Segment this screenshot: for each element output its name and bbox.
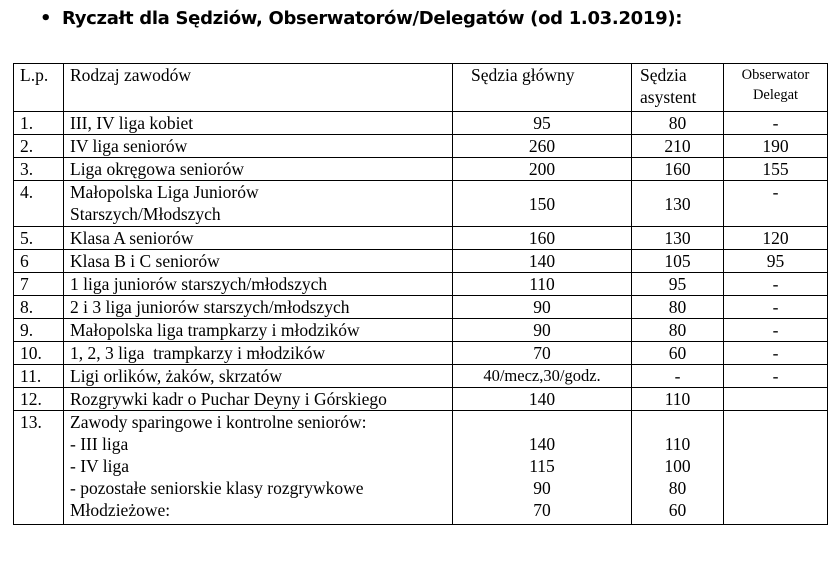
- cell-type: 2 i 3 liga juniorów starszych/młodszych: [64, 296, 453, 319]
- cell-type: III, IV liga kobiet: [64, 112, 453, 135]
- cell-main: 110: [453, 273, 632, 296]
- cell-lp: 3.: [14, 158, 64, 181]
- cell-lp: 1.: [14, 112, 64, 135]
- header-assistant-line-2: asystent: [640, 87, 697, 107]
- cell-lp: 10.: [14, 342, 64, 365]
- cell-main: 90: [453, 296, 632, 319]
- cell-type: Klasa A seniorów: [64, 227, 453, 250]
- cell-lp: 4.: [14, 181, 64, 227]
- cell-lp: 12.: [14, 388, 64, 411]
- cell-assistant: -: [632, 365, 724, 388]
- cell-observer: [724, 411, 828, 525]
- header-observer-line-1: Obserwator: [741, 67, 810, 83]
- table-row: [14, 411, 828, 525]
- cell-main: 95: [453, 112, 632, 135]
- cell-assistant: 95: [632, 273, 724, 296]
- cell-type-line: - pozostałe seniorskie klasy rozgrywkowe: [70, 478, 364, 498]
- cell-main: 260: [453, 135, 632, 158]
- cell-assistant: 80: [632, 112, 724, 135]
- cell-observer: -: [724, 181, 828, 227]
- cell-assistant: 80: [632, 296, 724, 319]
- cell-observer: -: [724, 296, 828, 319]
- cell-type: Ligi orlików, żaków, skrzatów: [64, 365, 453, 388]
- table-row: [14, 296, 828, 319]
- cell-assistant: 110: [632, 388, 724, 411]
- cell-assistant: 60: [632, 342, 724, 365]
- cell-main: 150: [453, 181, 632, 227]
- cell-observer: -: [724, 112, 828, 135]
- cell-main-line: 70: [533, 500, 551, 520]
- cell-type: Małopolska liga trampkarzy i młodzików: [64, 319, 453, 342]
- cell-lp: 7: [14, 273, 64, 296]
- cell-type: 1 liga juniorów starszych/młodszych: [64, 273, 453, 296]
- cell-observer: -: [724, 273, 828, 296]
- cell-observer: 190: [724, 135, 828, 158]
- header-assistant-referee: [632, 64, 724, 112]
- cell-observer: -: [724, 342, 828, 365]
- cell-assistant: 210: [632, 135, 724, 158]
- cell-lp: 2.: [14, 135, 64, 158]
- cell-lp: 8.: [14, 296, 64, 319]
- cell-assistant: [632, 411, 724, 525]
- table-row: [14, 181, 828, 227]
- table-header-row: [14, 64, 828, 112]
- table-row: [14, 342, 828, 365]
- cell-type: Rozgrywki kadr o Puchar Deyny i Górskiego: [64, 388, 453, 411]
- table-row: [14, 365, 828, 388]
- cell-type-line: - IV liga: [70, 456, 129, 476]
- cell-assistant: 105: [632, 250, 724, 273]
- cell-main: 90: [453, 319, 632, 342]
- table-row: [14, 273, 828, 296]
- table-row: [14, 158, 828, 181]
- cell-type: 1, 2, 3 liga trampkarzy i młodzików: [64, 342, 453, 365]
- table-row: [14, 388, 828, 411]
- header-observer: [724, 64, 828, 112]
- cell-main-line: 140: [528, 434, 556, 454]
- table-row: [14, 227, 828, 250]
- cell-main: 140: [453, 250, 632, 273]
- heading-title: Ryczałt dla Sędziów, Obserwatorów/Delegatów (od 1.03.2019):: [62, 8, 683, 29]
- cell-type: Liga okręgowa seniorów: [64, 158, 453, 181]
- cell-assistant: 130: [632, 181, 724, 227]
- cell-type: IV liga seniorów: [64, 135, 453, 158]
- cell-assistant: 130: [632, 227, 724, 250]
- cell-lp: 9.: [14, 319, 64, 342]
- cell-lp: 5.: [14, 227, 64, 250]
- cell-assistant-line: 100: [664, 456, 691, 476]
- header-assistant-line-1: Sędzia: [640, 65, 687, 85]
- header-lp: L.p.: [14, 64, 64, 112]
- cell-main-line: [459, 411, 625, 433]
- cell-type-line: - III liga: [70, 434, 129, 454]
- cell-assistant-line: 110: [664, 434, 691, 454]
- cell-type-line: Małopolska Liga Juniorów: [70, 182, 259, 202]
- cell-observer: -: [724, 365, 828, 388]
- cell-main: 70: [453, 342, 632, 365]
- cell-observer: 155: [724, 158, 828, 181]
- page-heading: [40, 8, 682, 29]
- cell-main: 160: [453, 227, 632, 250]
- cell-assistant: 160: [632, 158, 724, 181]
- cell-type-line: Młodzieżowe:: [70, 500, 171, 520]
- cell-observer: 95: [724, 250, 828, 273]
- cell-assistant-line: 60: [668, 500, 687, 520]
- cell-type: Klasa B i C seniorów: [64, 250, 453, 273]
- cell-main: 200: [453, 158, 632, 181]
- table-row: [14, 250, 828, 273]
- table-row: [14, 112, 828, 135]
- cell-observer: 120: [724, 227, 828, 250]
- cell-assistant-line: 80: [668, 478, 687, 498]
- cell-type-line: Zawody sparingowe i kontrolne seniorów:: [70, 412, 367, 432]
- cell-main-line: 90: [533, 478, 551, 498]
- cell-observer: [724, 388, 828, 411]
- cell-assistant: 80: [632, 319, 724, 342]
- header-main-referee: Sędzia główny: [453, 64, 632, 112]
- cell-lp: 6: [14, 250, 64, 273]
- cell-main: [453, 411, 632, 525]
- cell-main: 140: [453, 388, 632, 411]
- fees-table: [13, 63, 828, 525]
- cell-main: 40/mecz,30/godz.: [453, 365, 632, 388]
- bullet: •: [40, 8, 52, 29]
- header-observer-line-2: Delegat: [752, 87, 799, 103]
- table-row: [14, 135, 828, 158]
- cell-observer: -: [724, 319, 828, 342]
- cell-lp: 13.: [14, 411, 64, 525]
- cell-type-line: Starszych/Młodszych: [70, 204, 221, 224]
- cell-type: [64, 411, 453, 525]
- header-type: Rodzaj zawodów: [64, 64, 453, 112]
- cell-lp: 11.: [14, 365, 64, 388]
- cell-main-line: 115: [529, 456, 555, 476]
- table-row: [14, 319, 828, 342]
- cell-type: [64, 181, 453, 227]
- cell-assistant-line: [638, 411, 717, 433]
